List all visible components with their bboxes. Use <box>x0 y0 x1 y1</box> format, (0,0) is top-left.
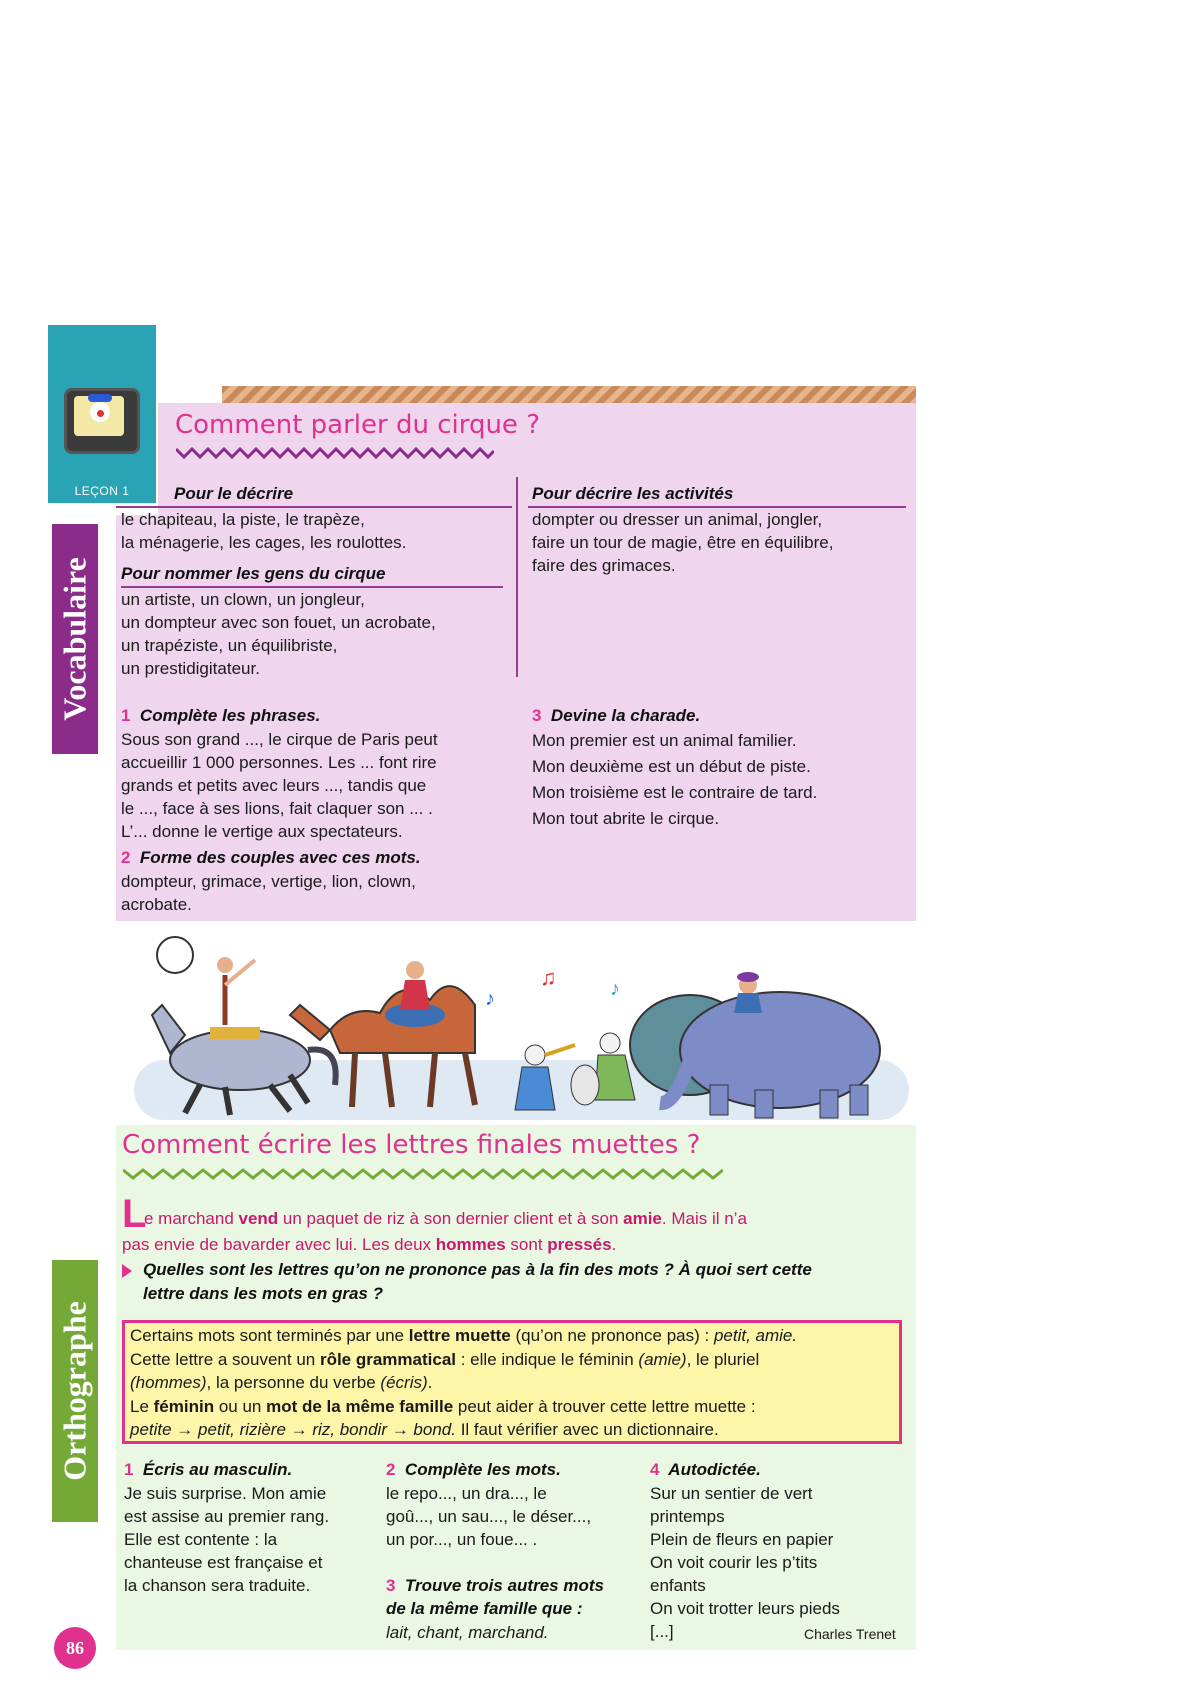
elephant-icon <box>630 972 880 1118</box>
lesson-label: LEÇON 1 <box>74 484 130 498</box>
intro-line-2: pas envie de bavarder avec lui. Les deux hommes sont pressés. <box>122 1235 617 1254</box>
people-text: un artiste, un clown, un jongleur, un dompteur avec son fouet, un acrobate, un trapéziste, un équilibriste, un prestidigitateur. <box>121 590 436 678</box>
circus-parade-illustration <box>130 935 910 1120</box>
svg-text:♫: ♫ <box>540 965 557 990</box>
ortho-exercise-1-text: Je suis surprise. Mon amie est assise au premier rang. Elle est contente : la chanteuse est française et la chanson sera traduite. <box>124 1484 330 1595</box>
exercise-2-title: 2 Forme des couples avec ces mots. <box>121 848 421 867</box>
describe-heading: Pour le décrire <box>174 484 294 503</box>
ortho-exercise-2-title: 2 Complète les mots. <box>386 1460 561 1479</box>
orthography-title: Comment écrire les lettres finales muettes ? <box>122 1130 701 1160</box>
clown-musician-icon <box>485 965 635 1110</box>
exercise-1-text: Sous son grand ..., le cirque de Paris peut accueillir 1 000 personnes. Les ... font rire grands et petits avec leurs ..., tandis que le ..., face à ses lions, fait claquer son ... . L’... donne le vertige aux spectateurs. <box>121 730 438 841</box>
decorative-strip <box>222 386 916 403</box>
poem-author: Charles Trenet <box>804 1626 896 1642</box>
ortho-exercise-1-title: 1 Écris au masculin. <box>124 1460 293 1479</box>
ortho-exercise-4-title: 4 Autodictée. <box>650 1460 761 1479</box>
clown-nose-icon <box>97 410 104 417</box>
describe-text: le chapiteau, la piste, le trapèze, la ménagerie, les cages, les roulottes. <box>121 510 407 552</box>
drop-cap: L <box>122 1192 147 1236</box>
side-label-vocabulary: Vocabulaire <box>52 524 98 754</box>
acrobat-icon <box>157 937 255 1025</box>
exercise-1-title: 1 Complète les phrases. <box>121 706 321 725</box>
activities-heading: Pour décrire les activités <box>532 484 734 503</box>
svg-text:♪: ♪ <box>485 988 495 1010</box>
zigzag-divider <box>176 447 494 459</box>
triangle-bullet-icon <box>122 1264 132 1278</box>
ortho-exercise-3-title: 3 Trouve trois autres mots de la même famille que : <box>386 1576 604 1618</box>
people-heading: Pour nommer les gens du cirque <box>121 564 386 583</box>
clown-hat-icon <box>88 394 112 402</box>
exercise-2-text: dompteur, grimace, vertige, lion, clown, acrobate. <box>121 872 416 914</box>
camel-icon <box>290 961 475 1107</box>
ortho-exercise-4-poem: Sur un sentier de vert printemps Plein de fleurs en papier On voit courir les p’tits enfants On voit trotter leurs pieds [...] <box>650 1484 840 1641</box>
question: Quelles sont les lettres qu’on ne prononce pas à la fin des mots ? À quoi sert cette lettre dans les mots en gras ? <box>143 1260 812 1303</box>
page-number: 86 <box>54 1627 96 1669</box>
intro-line-1: e marchand vend un paquet de riz à son dernier client et à son amie. Mais il n’a <box>144 1209 747 1228</box>
svg-text:♪: ♪ <box>610 978 620 1000</box>
zigzag-divider <box>123 1168 723 1180</box>
ortho-exercise-3-words: lait, chant, marchand. <box>386 1623 549 1642</box>
exercise-3-title: 3 Devine la charade. <box>532 706 701 725</box>
exercise-3-text: Mon premier est un animal familier. Mon deuxième est un début de piste. Mon troisième est le contraire de tard. Mon tout abrite le cirque. <box>532 731 818 828</box>
rule-text: Certains mots sont terminés par une lettre muette (qu’on ne prononce pas) : petit, amie. Cette lettre a souvent un rôle grammatical : elle indique le féminin (amie), le pluriel (hommes), la personne du verbe (écris). Le féminin ou un mot de la même famille peut aider à trouver cette lettre muette : petite → petit, rizière → riz, bondir → bond. Il faut vérifier avec un dictionnaire. <box>130 1326 798 1439</box>
vocabulary-title: Comment parler du cirque ? <box>175 410 540 440</box>
ortho-exercise-2-text: le repo..., un dra..., le goû..., un sau..., le déser..., un por..., un foue... . <box>386 1484 592 1549</box>
activities-text: dompter ou dresser un animal, jongler, faire un tour de magie, être en équilibre, faire des grimaces. <box>532 510 834 575</box>
column-divider <box>516 477 518 677</box>
side-label-orthography: Orthographe <box>52 1260 98 1522</box>
